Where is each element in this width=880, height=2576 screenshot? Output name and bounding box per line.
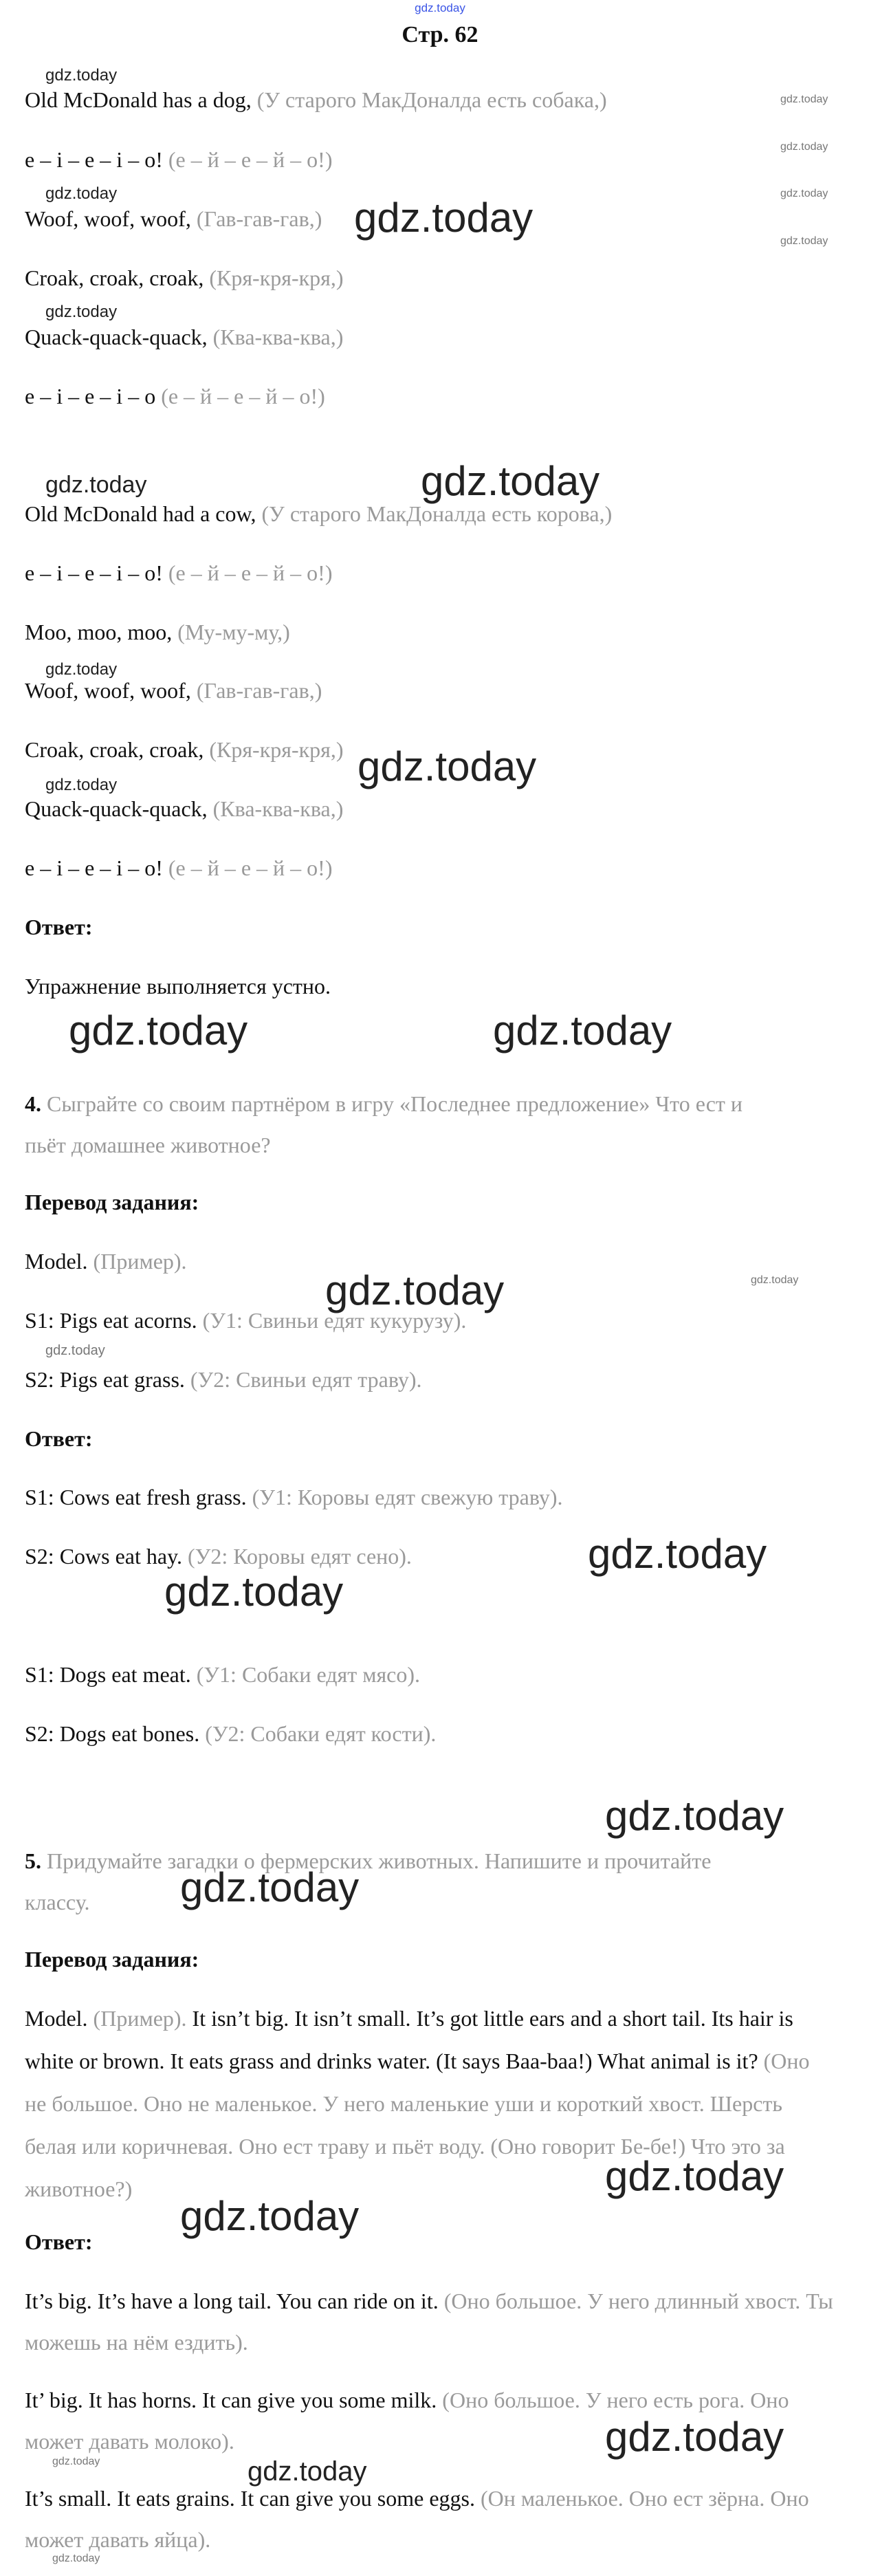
answer-text: Упражнение выполняется устно. bbox=[25, 974, 331, 998]
song-line: Quack-quack-quack, (Ква-ква-ква,) bbox=[25, 325, 344, 349]
answer-line: S1: Cows eat fresh grass. (У1: Коровы едят свежую траву). bbox=[25, 1485, 563, 1509]
song-line: Quack-quack-quack, (Ква-ква-ква,) bbox=[25, 796, 344, 821]
watermark: gdz.today bbox=[69, 1007, 248, 1054]
watermark: gdz.today bbox=[164, 1569, 344, 1615]
watermark: gdz.today bbox=[605, 2153, 784, 2199]
task-translation-heading: Перевод задания: bbox=[25, 1947, 199, 1972]
watermark: gdz.today bbox=[52, 2553, 100, 2564]
watermark: gdz.today bbox=[421, 458, 600, 504]
answer-paragraph: It’s big. It’s have a long tail. You can ride on it. (Оно большое. У него длинный хвост. Ты можешь на нём ездить). bbox=[25, 2289, 833, 2355]
model-paragraph: Model. (Пример). It isn’t big. It isn’t small. It’s got little ears and a short tail. Its hair is white or brown. It eats grass and drinks water. (It says Baa-baa!) What animal is it? (Оно не большое. Оно не маленькое. У него маленькие уши и короткий хвост. Шерсть белая или коричневая. Оно ест траву и пьёт воду. (Оно говорит Бе-бе!) Что это за животное?) bbox=[25, 2006, 810, 2201]
answer-line: S2: Cows eat hay. (У2: Коровы едят сено). bbox=[25, 1544, 412, 1569]
song-line: e – i – e – i – o! (е – й – е – й – о!) bbox=[25, 855, 333, 880]
song-line: Woof, woof, woof, (Гав-гав-гав,) bbox=[25, 206, 322, 231]
task-translation-heading: Перевод задания: bbox=[25, 1190, 199, 1214]
watermark: gdz.today bbox=[45, 184, 118, 203]
answer-line: S2: Dogs eat bones. (У2: Собаки едят кости). bbox=[25, 1721, 437, 1746]
answer-heading: Ответ: bbox=[25, 2229, 93, 2254]
song-line: Old McDonald has a dog, (У старого МакДоналда есть собака,) bbox=[25, 87, 607, 112]
answer-paragraph: It’ big. It has horns. It can give you some milk. (Оно большое. У него есть рога. Оно может давать молоко). bbox=[25, 2388, 789, 2454]
task-4-text: 4. Сыграйте со своим партнёром в игру «Последнее предложение» Что ест и пьёт домашнее животное? bbox=[25, 1091, 742, 1157]
watermark: gdz.today bbox=[52, 2456, 100, 2467]
answer-paragraph: It’s small. It eats grains. It can give you some eggs. (Он маленькое. Оно ест зёрна. Оно может давать яйца). bbox=[25, 2486, 809, 2552]
answer-heading: Ответ: bbox=[25, 1426, 93, 1451]
watermark: gdz.today bbox=[780, 141, 828, 153]
watermark: gdz.today bbox=[780, 188, 828, 199]
watermark: gdz.today bbox=[45, 776, 118, 794]
watermark: gdz.today bbox=[45, 1343, 105, 1358]
song-line: Old McDonald had a cow, (У старого МакДоналда есть корова,) bbox=[25, 501, 613, 526]
watermark: gdz.today bbox=[780, 94, 828, 105]
watermark: gdz.today bbox=[588, 1531, 767, 1577]
answer-heading: Ответ: bbox=[25, 915, 93, 939]
example-line: S1: Pigs eat acorns. (У1: Свиньи едят кукурузу). bbox=[25, 1308, 467, 1333]
watermark: gdz.today bbox=[325, 1267, 505, 1313]
watermark: gdz.today bbox=[354, 195, 534, 241]
task-5-text: 5. Придумайте загадки о фермерских животных. Напишите и прочитайте классу. bbox=[25, 1848, 712, 1914]
watermark: gdz.today bbox=[493, 1007, 672, 1054]
watermark: gdz.today bbox=[45, 66, 118, 85]
song-line: e – i – e – i – o! (е – й – е – й – о!) bbox=[25, 560, 333, 585]
watermark: gdz.today bbox=[180, 1864, 360, 1910]
watermark: gdz.today bbox=[780, 235, 828, 247]
song-line: e – i – e – i – o (е – й – е – й – о!) bbox=[25, 384, 325, 408]
song-line: Woof, woof, woof, (Гав-гав-гав,) bbox=[25, 678, 322, 703]
model-line: Model. (Пример). bbox=[25, 1249, 187, 1274]
watermark: gdz.today bbox=[45, 472, 147, 498]
watermark: gdz.today bbox=[605, 1793, 784, 1839]
top-watermark: gdz.today bbox=[415, 1, 465, 14]
song-line: Moo, moo, moo, (Му-му-му,) bbox=[25, 620, 290, 644]
page-title: Стр. 62 bbox=[402, 22, 478, 47]
watermark: gdz.today bbox=[45, 660, 118, 679]
song-line: e – i – e – i – o! (е – й – е – й – о!) bbox=[25, 147, 333, 172]
watermark: gdz.today bbox=[180, 2193, 360, 2239]
watermark: gdz.today bbox=[605, 2414, 784, 2460]
watermark: gdz.today bbox=[358, 743, 537, 789]
song-line: Croak, croak, croak, (Кря-кря-кря,) bbox=[25, 265, 344, 290]
watermark: gdz.today bbox=[248, 2456, 367, 2487]
watermark: gdz.today bbox=[45, 303, 118, 321]
watermark: gdz.today bbox=[751, 1274, 799, 1286]
song-line: Croak, croak, croak, (Кря-кря-кря,) bbox=[25, 737, 344, 762]
answer-line: S1: Dogs eat meat. (У1: Собаки едят мясо). bbox=[25, 1662, 421, 1687]
example-line: S2: Pigs eat grass. (У2: Свиньи едят траву). bbox=[25, 1367, 422, 1392]
